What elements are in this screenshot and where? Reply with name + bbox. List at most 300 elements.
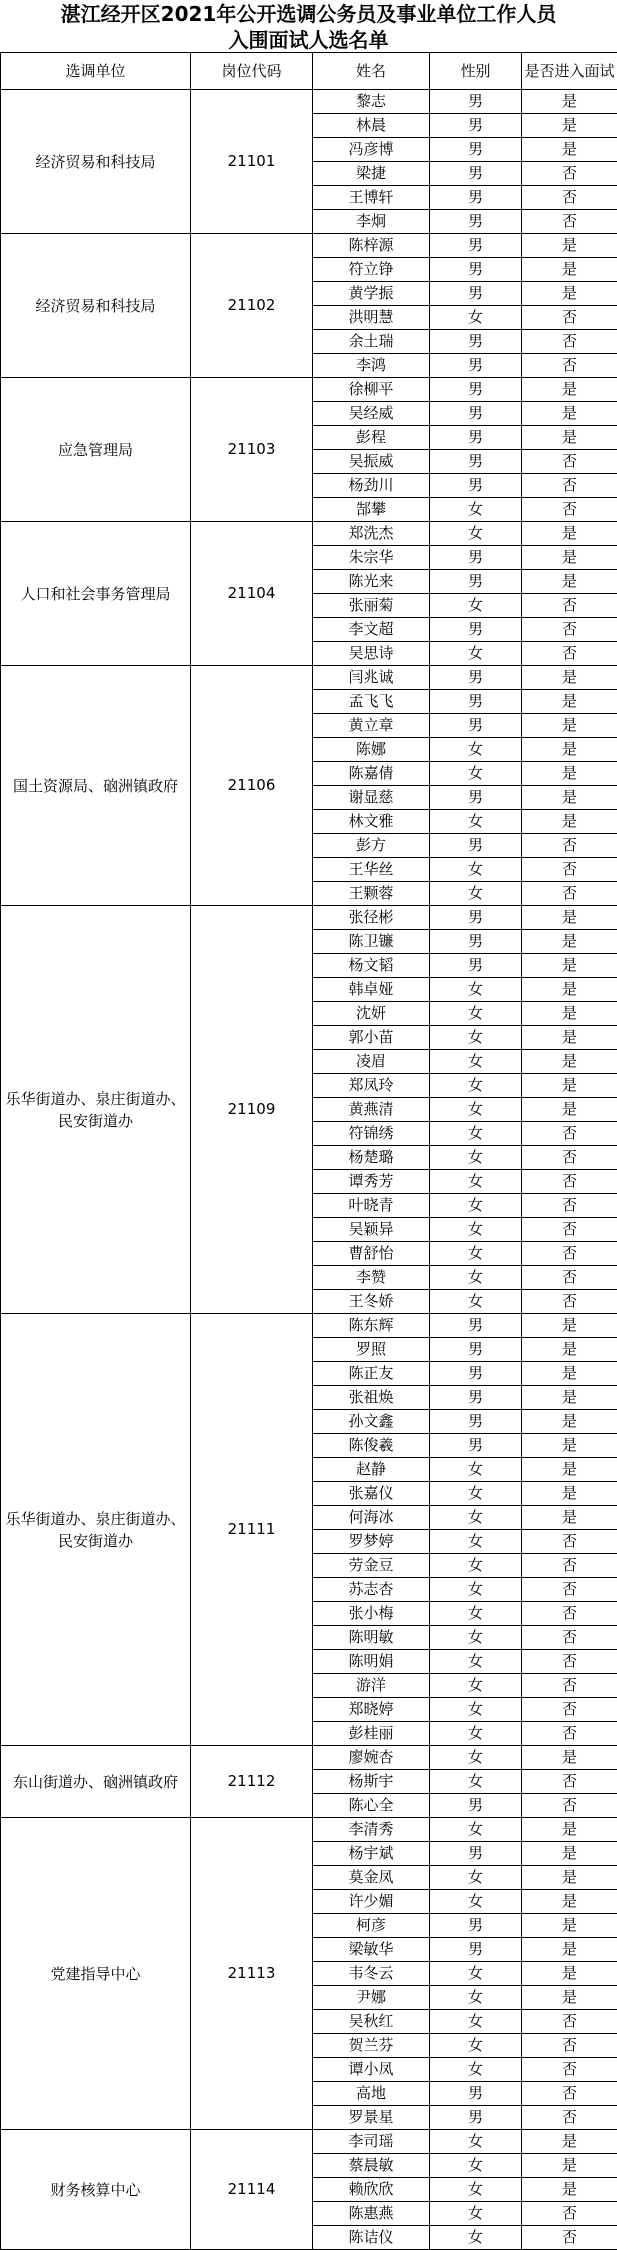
sex-cell: 男 (430, 258, 522, 282)
sex-cell: 女 (430, 1170, 522, 1194)
interview-cell: 否 (522, 2010, 617, 2034)
name-cell: 杨楚璐 (313, 1146, 430, 1170)
name-cell: 郑洗杰 (313, 522, 430, 546)
name-cell: 韩卓娅 (313, 978, 430, 1002)
name-cell: 罗梦婷 (313, 1530, 430, 1554)
interview-cell: 是 (522, 378, 617, 402)
table-body (1, 90, 617, 2250)
name-cell: 张径彬 (313, 906, 430, 930)
sex-cell: 女 (430, 1458, 522, 1482)
sex-cell: 男 (430, 474, 522, 498)
table-row (1, 522, 617, 546)
name-cell: 李清秀 (313, 1818, 430, 1842)
unit-cell: 乐华街道办、泉庄街道办、民安街道办 (1, 906, 191, 1314)
sex-cell: 男 (430, 2106, 522, 2130)
name-cell: 沈妍 (313, 1002, 430, 1026)
sex-cell: 男 (430, 402, 522, 426)
sex-cell: 男 (430, 162, 522, 186)
interview-cell: 是 (522, 1938, 617, 1962)
name-cell: 贺兰芬 (313, 2034, 430, 2058)
name-cell: 陈梓源 (313, 234, 430, 258)
interview-cell: 否 (522, 642, 617, 666)
sex-cell: 女 (430, 2154, 522, 2178)
sex-cell: 男 (430, 1434, 522, 1458)
name-cell: 赵静 (313, 1458, 430, 1482)
name-cell: 吴振威 (313, 450, 430, 474)
interview-cell: 是 (522, 1002, 617, 1026)
sex-cell: 男 (430, 354, 522, 378)
name-cell: 李司瑶 (313, 2130, 430, 2154)
title-line-2: 入围面试人选名单 (0, 27, 617, 53)
unit-cell: 东山街道办、硇洲镇政府 (1, 1746, 191, 1818)
interview-cell: 否 (522, 882, 617, 906)
sex-cell: 男 (430, 954, 522, 978)
sex-cell: 男 (430, 186, 522, 210)
code-cell: 21114 (191, 2130, 313, 2250)
name-cell: 王颗蓉 (313, 882, 430, 906)
table-row (1, 1314, 617, 1338)
sex-cell: 女 (430, 1722, 522, 1746)
unit-cell: 应急管理局 (1, 378, 191, 522)
name-cell: 冯彦博 (313, 138, 430, 162)
table-row (1, 90, 617, 114)
name-cell: 陈正友 (313, 1362, 430, 1386)
sex-cell: 女 (430, 2010, 522, 2034)
sex-cell: 男 (430, 1362, 522, 1386)
table-row (1, 1746, 617, 1770)
name-cell: 尹娜 (313, 1986, 430, 2010)
name-cell: 梁捷 (313, 162, 430, 186)
unit-cell: 经济贸易和科技局 (1, 90, 191, 234)
sex-cell: 女 (430, 1866, 522, 1890)
interview-cell: 是 (522, 1914, 617, 1938)
interview-cell: 否 (522, 1146, 617, 1170)
interview-cell: 是 (522, 1746, 617, 1770)
name-cell: 陈惠燕 (313, 2202, 430, 2226)
name-cell: 谭小凤 (313, 2058, 430, 2082)
sex-cell: 男 (430, 426, 522, 450)
sex-cell: 男 (430, 2082, 522, 2106)
sex-cell: 男 (430, 714, 522, 738)
interview-cell: 否 (522, 1698, 617, 1722)
sex-cell: 男 (430, 378, 522, 402)
sex-cell: 女 (430, 738, 522, 762)
name-cell: 陈嘉倩 (313, 762, 430, 786)
sex-cell: 女 (430, 1074, 522, 1098)
table-row (1, 234, 617, 258)
name-cell: 余土瑞 (313, 330, 430, 354)
header-unit: 选调单位 (1, 53, 191, 90)
sex-cell: 女 (430, 2202, 522, 2226)
interview-cell: 是 (522, 1866, 617, 1890)
name-cell: 彭方 (313, 834, 430, 858)
sex-cell: 男 (430, 930, 522, 954)
name-cell: 符锦绣 (313, 1122, 430, 1146)
sex-cell: 女 (430, 1242, 522, 1266)
name-cell: 李鸿 (313, 354, 430, 378)
interview-cell: 是 (522, 2178, 617, 2202)
code-cell: 21111 (191, 1314, 313, 1746)
interview-cell: 否 (522, 1602, 617, 1626)
code-cell: 21102 (191, 234, 313, 378)
sex-cell: 女 (430, 1122, 522, 1146)
table-row (1, 906, 617, 930)
sex-cell: 女 (430, 1146, 522, 1170)
sex-cell: 女 (430, 1962, 522, 1986)
sex-cell: 男 (430, 618, 522, 642)
sex-cell: 女 (430, 1050, 522, 1074)
interview-cell: 否 (522, 2202, 617, 2226)
interview-cell: 是 (522, 2130, 617, 2154)
name-cell: 罗照 (313, 1338, 430, 1362)
sex-cell: 女 (430, 594, 522, 618)
sex-cell: 男 (430, 450, 522, 474)
name-cell: 柯彦 (313, 1914, 430, 1938)
sex-cell: 女 (430, 1890, 522, 1914)
table-row (1, 666, 617, 690)
sex-cell: 男 (430, 690, 522, 714)
interview-cell: 否 (522, 210, 617, 234)
interview-cell: 是 (522, 762, 617, 786)
interview-cell: 是 (522, 930, 617, 954)
sex-cell: 女 (430, 1026, 522, 1050)
interview-cell: 是 (522, 786, 617, 810)
sex-cell: 女 (430, 1554, 522, 1578)
name-cell: 杨劲川 (313, 474, 430, 498)
name-cell: 王博轩 (313, 186, 430, 210)
table-row (1, 2130, 617, 2154)
name-cell: 叶晓青 (313, 1194, 430, 1218)
interview-cell: 是 (522, 1050, 617, 1074)
sex-cell: 女 (430, 1578, 522, 1602)
sex-cell: 女 (430, 1098, 522, 1122)
name-cell: 彭桂丽 (313, 1722, 430, 1746)
title-line-1: 湛江经开区2021年公开选调公务员及事业单位工作人员 (0, 1, 617, 27)
interview-cell: 是 (522, 1098, 617, 1122)
interview-cell: 是 (522, 978, 617, 1002)
header-code: 岗位代码 (191, 53, 313, 90)
interview-cell: 否 (522, 498, 617, 522)
name-cell: 莫金凤 (313, 1866, 430, 1890)
sex-cell: 女 (430, 1986, 522, 2010)
sex-cell: 男 (430, 282, 522, 306)
interview-cell: 是 (522, 546, 617, 570)
name-cell: 郭小苗 (313, 1026, 430, 1050)
name-cell: 陈明敏 (313, 1626, 430, 1650)
interview-cell: 否 (522, 1170, 617, 1194)
sex-cell: 女 (430, 1266, 522, 1290)
interview-cell: 是 (522, 954, 617, 978)
name-cell: 陈卫镰 (313, 930, 430, 954)
name-cell: 蔡晨敏 (313, 2154, 430, 2178)
interview-cell: 否 (522, 474, 617, 498)
name-cell: 赖欣欣 (313, 2178, 430, 2202)
unit-cell: 乐华街道办、泉庄街道办、民安街道办 (1, 1314, 191, 1746)
interview-cell: 否 (522, 306, 617, 330)
name-cell: 李炯 (313, 210, 430, 234)
sex-cell: 男 (430, 570, 522, 594)
unit-cell: 人口和社会事务管理局 (1, 522, 191, 666)
name-cell: 朱宗华 (313, 546, 430, 570)
interview-cell: 是 (522, 2154, 617, 2178)
name-cell: 王冬娇 (313, 1290, 430, 1314)
sex-cell: 女 (430, 1650, 522, 1674)
interview-cell: 否 (522, 618, 617, 642)
name-cell: 李文超 (313, 618, 430, 642)
name-cell: 林晨 (313, 114, 430, 138)
sex-cell: 女 (430, 642, 522, 666)
name-cell: 谢显慈 (313, 786, 430, 810)
sex-cell: 男 (430, 546, 522, 570)
sex-cell: 女 (430, 1698, 522, 1722)
sex-cell: 男 (430, 330, 522, 354)
sex-cell: 男 (430, 210, 522, 234)
interview-cell: 是 (522, 738, 617, 762)
name-cell: 陈诘仪 (313, 2226, 430, 2250)
sex-cell: 女 (430, 1290, 522, 1314)
interview-cell: 是 (522, 1434, 617, 1458)
name-cell: 张祖焕 (313, 1386, 430, 1410)
interview-cell: 否 (522, 2034, 617, 2058)
interview-cell: 是 (522, 1818, 617, 1842)
sex-cell: 男 (430, 234, 522, 258)
sex-cell: 女 (430, 1746, 522, 1770)
interview-cell: 是 (522, 234, 617, 258)
sex-cell: 男 (430, 786, 522, 810)
sex-cell: 男 (430, 906, 522, 930)
name-cell: 李赞 (313, 1266, 430, 1290)
name-cell: 谭秀芳 (313, 1170, 430, 1194)
interview-cell: 否 (522, 1794, 617, 1818)
interview-cell: 否 (522, 1554, 617, 1578)
name-cell: 郑晓婷 (313, 1698, 430, 1722)
sex-cell: 男 (430, 1410, 522, 1434)
interview-cell: 是 (522, 1026, 617, 1050)
interview-cell: 是 (522, 114, 617, 138)
name-cell: 劳金豆 (313, 1554, 430, 1578)
unit-cell: 财务核算中心 (1, 2130, 191, 2250)
name-cell: 吴思诗 (313, 642, 430, 666)
interview-cell: 否 (522, 1770, 617, 1794)
interview-cell: 否 (522, 2058, 617, 2082)
sex-cell: 男 (430, 666, 522, 690)
name-cell: 陈明娟 (313, 1650, 430, 1674)
code-cell: 21106 (191, 666, 313, 906)
sex-cell: 男 (430, 90, 522, 114)
interview-cell: 否 (522, 1290, 617, 1314)
name-cell: 何海冰 (313, 1506, 430, 1530)
interview-cell: 是 (522, 1314, 617, 1338)
sex-cell: 女 (430, 762, 522, 786)
page-title (0, 0, 617, 52)
interview-cell: 是 (522, 810, 617, 834)
name-cell: 孙文鑫 (313, 1410, 430, 1434)
sex-cell: 女 (430, 2130, 522, 2154)
name-cell: 韦冬云 (313, 1962, 430, 1986)
name-cell: 黄学振 (313, 282, 430, 306)
interview-cell: 是 (522, 282, 617, 306)
unit-cell: 经济贸易和科技局 (1, 234, 191, 378)
interview-cell: 否 (522, 2226, 617, 2250)
interview-cell: 是 (522, 906, 617, 930)
interview-cell: 否 (522, 1650, 617, 1674)
interview-cell: 是 (522, 258, 617, 282)
sex-cell: 男 (430, 1386, 522, 1410)
code-cell: 21113 (191, 1818, 313, 2130)
interview-cell: 否 (522, 1194, 617, 1218)
interview-cell: 否 (522, 1674, 617, 1698)
name-cell: 杨文韬 (313, 954, 430, 978)
interview-cell: 是 (522, 1482, 617, 1506)
name-cell: 陈心全 (313, 1794, 430, 1818)
name-cell: 陈俊羲 (313, 1434, 430, 1458)
sex-cell: 男 (430, 114, 522, 138)
sex-cell: 女 (430, 2226, 522, 2250)
name-cell: 游洋 (313, 1674, 430, 1698)
name-cell: 梁敏华 (313, 1938, 430, 1962)
name-cell: 张嘉仪 (313, 1482, 430, 1506)
sex-cell: 男 (430, 1938, 522, 1962)
interview-cell: 是 (522, 1458, 617, 1482)
sex-cell: 男 (430, 1842, 522, 1866)
name-cell: 黄立章 (313, 714, 430, 738)
unit-cell: 国土资源局、硇洲镇政府 (1, 666, 191, 906)
name-cell: 郑凤玲 (313, 1074, 430, 1098)
sex-cell: 女 (430, 1194, 522, 1218)
code-cell: 21109 (191, 906, 313, 1314)
name-cell: 符立铮 (313, 258, 430, 282)
name-cell: 廖婉杏 (313, 1746, 430, 1770)
interview-cell: 是 (522, 1362, 617, 1386)
code-cell: 21104 (191, 522, 313, 666)
interview-cell: 否 (522, 858, 617, 882)
sex-cell: 女 (430, 1818, 522, 1842)
interview-cell: 是 (522, 1842, 617, 1866)
interview-cell: 否 (522, 1122, 617, 1146)
code-cell: 21103 (191, 378, 313, 522)
name-cell: 陈东辉 (313, 1314, 430, 1338)
interview-cell: 是 (522, 402, 617, 426)
interview-cell: 是 (522, 1986, 617, 2010)
interview-cell: 是 (522, 666, 617, 690)
interview-cell: 否 (522, 186, 617, 210)
interview-cell: 否 (522, 594, 617, 618)
interview-cell: 是 (522, 690, 617, 714)
name-cell: 罗景星 (313, 2106, 430, 2130)
table-row (1, 1818, 617, 1842)
sex-cell: 女 (430, 2058, 522, 2082)
interview-cell: 是 (522, 138, 617, 162)
interview-cell: 是 (522, 426, 617, 450)
sex-cell: 女 (430, 1602, 522, 1626)
sex-cell: 女 (430, 1506, 522, 1530)
name-cell: 苏志杏 (313, 1578, 430, 1602)
sex-cell: 女 (430, 882, 522, 906)
interview-cell: 否 (522, 2082, 617, 2106)
sex-cell: 女 (430, 1002, 522, 1026)
interview-cell: 是 (522, 90, 617, 114)
sex-cell: 女 (430, 2178, 522, 2202)
name-cell: 张小梅 (313, 1602, 430, 1626)
interview-cell: 否 (522, 354, 617, 378)
name-cell: 陈光来 (313, 570, 430, 594)
interview-cell: 否 (522, 1722, 617, 1746)
interview-cell: 是 (522, 570, 617, 594)
interview-cell: 否 (522, 1218, 617, 1242)
interview-cell: 否 (522, 1626, 617, 1650)
code-cell: 21101 (191, 90, 313, 234)
sex-cell: 男 (430, 1914, 522, 1938)
sex-cell: 女 (430, 1770, 522, 1794)
name-cell: 杨斯宇 (313, 1770, 430, 1794)
name-cell: 吴经威 (313, 402, 430, 426)
interview-cell: 是 (522, 1386, 617, 1410)
sex-cell: 女 (430, 522, 522, 546)
interview-cell: 是 (522, 1338, 617, 1362)
sex-cell: 女 (430, 858, 522, 882)
header-sex: 性别 (430, 53, 522, 90)
sex-cell: 女 (430, 306, 522, 330)
interview-cell: 否 (522, 450, 617, 474)
sex-cell: 女 (430, 810, 522, 834)
name-cell: 许少媚 (313, 1890, 430, 1914)
sex-cell: 女 (430, 978, 522, 1002)
name-cell: 闫兆诚 (313, 666, 430, 690)
interview-cell: 否 (522, 1578, 617, 1602)
interview-cell: 是 (522, 714, 617, 738)
sex-cell: 男 (430, 1314, 522, 1338)
table-header-row (1, 53, 617, 90)
interview-cell: 是 (522, 1506, 617, 1530)
name-cell: 林文雅 (313, 810, 430, 834)
sex-cell: 男 (430, 1794, 522, 1818)
sex-cell: 女 (430, 498, 522, 522)
interview-cell: 是 (522, 1890, 617, 1914)
name-cell: 张丽菊 (313, 594, 430, 618)
interview-cell: 是 (522, 1410, 617, 1434)
name-cell: 洪明慧 (313, 306, 430, 330)
name-cell: 曹舒怡 (313, 1242, 430, 1266)
sex-cell: 女 (430, 1626, 522, 1650)
name-cell: 杨宇斌 (313, 1842, 430, 1866)
header-name: 姓名 (313, 53, 430, 90)
name-cell: 吴秋红 (313, 2010, 430, 2034)
interview-cell: 否 (522, 162, 617, 186)
sex-cell: 女 (430, 1530, 522, 1554)
interview-cell: 否 (522, 834, 617, 858)
name-cell: 徐柳平 (313, 378, 430, 402)
interview-cell: 是 (522, 1962, 617, 1986)
name-cell: 吴颖异 (313, 1218, 430, 1242)
interview-cell: 是 (522, 1074, 617, 1098)
sex-cell: 男 (430, 834, 522, 858)
interview-cell: 否 (522, 1266, 617, 1290)
sex-cell: 女 (430, 2034, 522, 2058)
interview-cell: 否 (522, 1530, 617, 1554)
name-cell: 陈娜 (313, 738, 430, 762)
sex-cell: 女 (430, 1674, 522, 1698)
table-row (1, 378, 617, 402)
name-cell: 郜攀 (313, 498, 430, 522)
sex-cell: 女 (430, 1482, 522, 1506)
interview-cell: 否 (522, 330, 617, 354)
name-cell: 孟飞飞 (313, 690, 430, 714)
name-cell: 高地 (313, 2082, 430, 2106)
header-interview: 是否进入面试 (522, 53, 617, 90)
interview-cell: 否 (522, 1242, 617, 1266)
name-cell: 凌眉 (313, 1050, 430, 1074)
candidate-table (0, 52, 617, 2250)
